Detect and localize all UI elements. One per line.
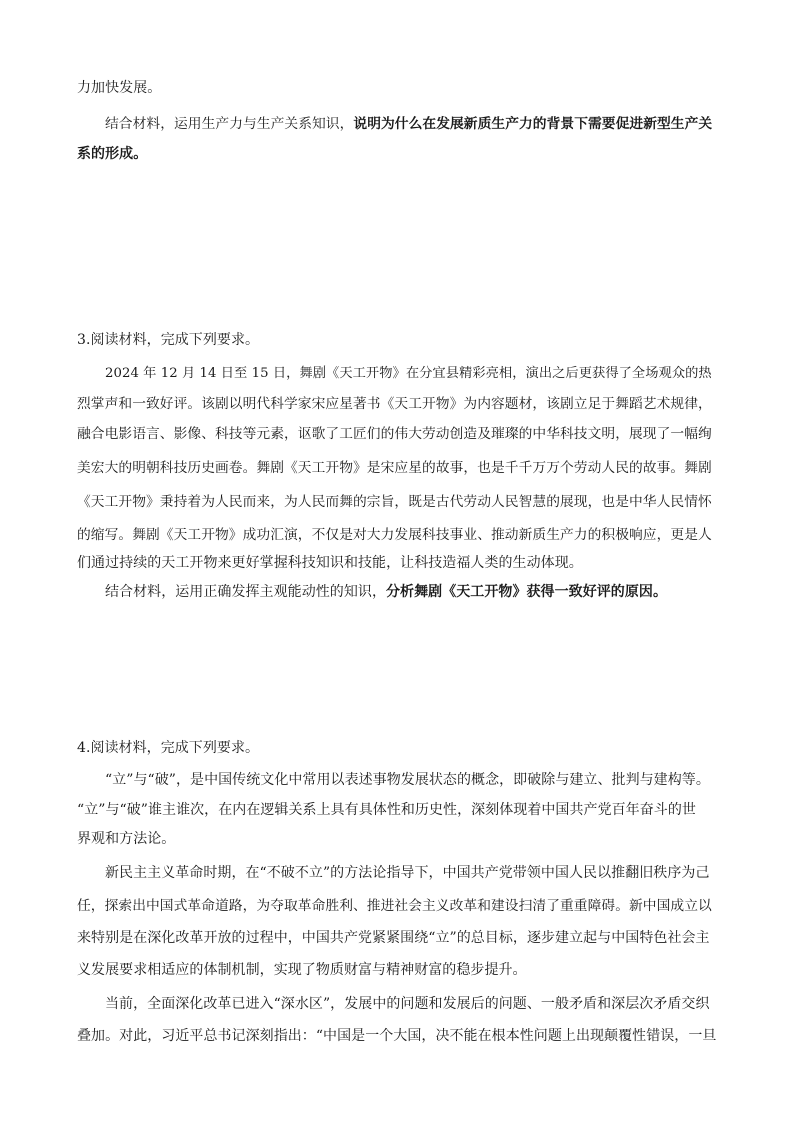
q4-line-6: 来特别是在深化改革开放的过程中，中国共产党紧紧围绕“立”的总目标，逐步建立起与中国特色社会主 bbox=[77, 930, 710, 946]
prompt-bold: 说明为什么在发展新质生产力的背景下需要促进新型生产关 bbox=[353, 116, 713, 132]
carry-over-tail: 力加快发展。 bbox=[77, 80, 162, 96]
q3-line-5: 《天工开物》秉持着为人民而来，为人民而舞的宗旨，既是古代劳动人民智慧的展现，也是中华人民情怀 bbox=[77, 494, 712, 510]
q4-line-3: 界观和方法论。 bbox=[77, 831, 176, 847]
q4-line-2: “立”与“破”谁主谁次，在内在逻辑关系上具有具体性和历史性，深刻体现着中国共产党百年奋斗的世 bbox=[77, 802, 696, 818]
q3-line-1: 2024 年 12 月 14 日至 15 日，舞剧《天工开物》在分宜县精彩亮相，演出之后更获得了全场观众的热 bbox=[105, 366, 712, 381]
prompt-prefix: 结合材料，运用正确发挥主观能动性的知识， bbox=[105, 584, 386, 600]
q3-line-6: 的缩写。舞剧《天工开物》成功汇演，不仅是对大力发展科技事业、推动新质生产力的积极响应，更是人 bbox=[77, 527, 712, 543]
q4-line-8: 当前，全面深化改革已进入“深水区”，发展中的问题和发展后的问题、一般矛盾和深层次矛盾交织 bbox=[105, 996, 710, 1012]
q4-line-4: 新民主主义革命时期，在“不破不立”的方法论指导下，中国共产党带领中国人民以推翻旧秩序为己 bbox=[105, 865, 710, 881]
q4-line-1: “立”与“破”，是中国传统文化中常用以表述事物发展状态的概念，即破除与建立、批判与建构等。 bbox=[105, 772, 710, 788]
q4-line-5: 任，探索出中国式革命道路，为夺取革命胜利、推进社会主义改革和建设扫清了重重障碍。新中国成立以 bbox=[77, 898, 712, 914]
q4-line-9: 叠加。对此，习近平总书记深刻指出：“中国是一个大国，决不能在根本性问题上出现颠覆性错误，一旦 bbox=[77, 1028, 717, 1044]
q3-line-2: 烈掌声和一致好评。该剧以明代科学家宋应星著书《天工开物》为内容题材，该剧立足于舞蹈艺术规律， bbox=[77, 396, 712, 412]
carry-over-prompt-line-1 bbox=[105, 114, 712, 134]
q4-header: 4.阅读材料，完成下列要求。 bbox=[77, 740, 260, 756]
prompt-bold: 分析舞剧《天工开物》获得一致好评的原因。 bbox=[386, 584, 667, 600]
q3-line-3: 融合电影语言、影像、科技等元素，讴歌了工匠们的伟大劳动创造及璀璨的中华科技文明，展现了一幅绚 bbox=[77, 426, 712, 442]
q3-prompt bbox=[105, 582, 667, 602]
q3-line-4: 美宏大的明朝科技历史画卷。舞剧《天工开物》是宋应星的故事，也是千千万万个劳动人民的故事。舞剧 bbox=[77, 460, 712, 476]
q3-header: 3.阅读材料，完成下列要求。 bbox=[77, 332, 260, 348]
prompt-prefix: 结合材料，运用生产力与生产关系知识， bbox=[105, 116, 354, 132]
carry-over-prompt-line-2: 系的形成。 bbox=[77, 146, 148, 162]
q4-line-7: 义发展要求相适应的体制机制，实现了物质财富与精神财富的稳步提升。 bbox=[77, 962, 527, 978]
q3-line-7: 们通过持续的天工开物来更好掌握科技知识和技能，让科技造福人类的生动体现。 bbox=[77, 555, 583, 571]
